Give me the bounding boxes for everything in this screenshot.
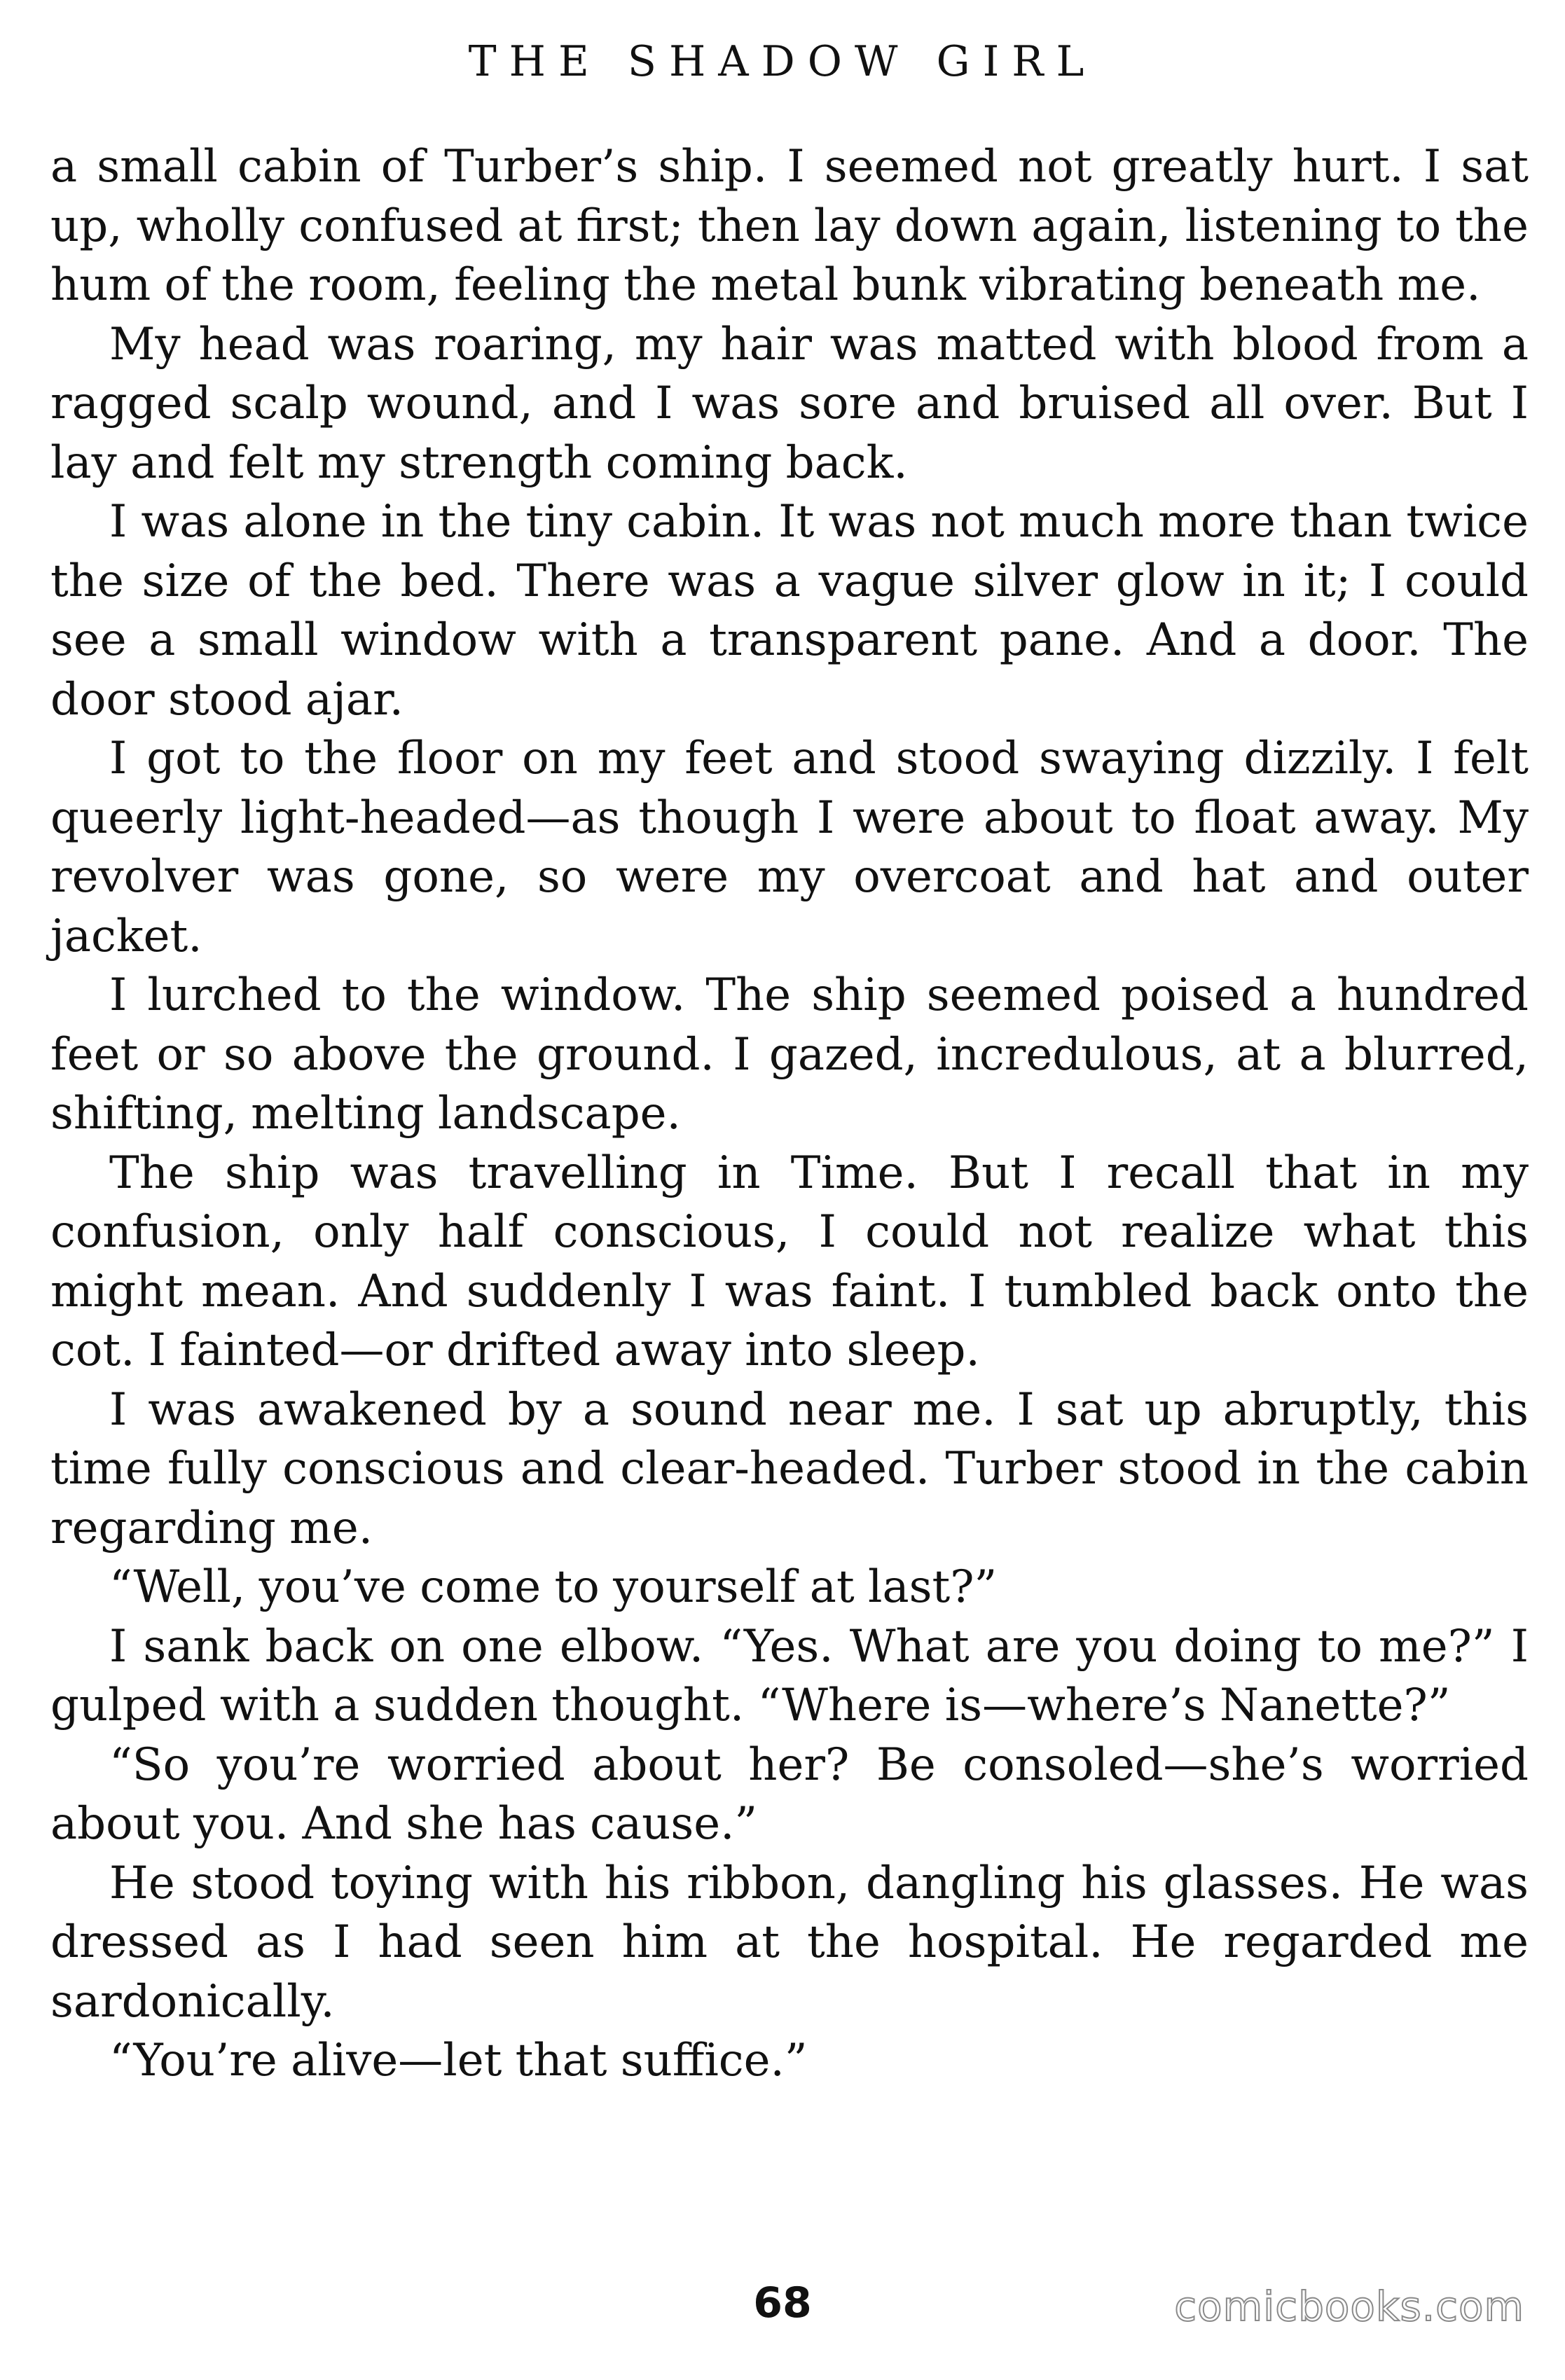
- paragraph-3: I was alone in the tiny cabin. It was not much more than twice the size of the bed. There was a vague silver glow in it; I could see a small window with a transparent pane. And a door. The door stood ajar.: [50, 496, 1529, 726]
- page-number: 68: [753, 2278, 812, 2327]
- paragraph-11: He stood toying with his ribbon, dangling his glasses. He was dressed as I had seen him at the hospital. He regarded me sardonically.: [50, 1857, 1529, 2028]
- paragraph-8: “Well, you’ve come to yourself at last?”: [109, 1561, 998, 1613]
- body-text: [50, 137, 1529, 2091]
- paragraph-12: “You’re alive—let that suffice.”: [109, 2035, 808, 2087]
- paragraph-7: I was awakened by a sound near me. I sat up abruptly, this time fully conscious and clear-headed. Turber stood in the cabin regarding me.: [50, 1383, 1529, 1554]
- paragraph-2: My head was roaring, my hair was matted with blood from a ragged scalp wound, and I was sore and bruised all over. But I lay and felt my strength coming back.: [50, 318, 1529, 489]
- paragraph-1: a small cabin of Turber’s ship. I seemed not greatly hurt. I sat up, wholly confused at first; then lay down again, listening to the hum of the room, feeling the metal bunk vibrating beneath me.: [50, 141, 1529, 311]
- paragraph-5: I lurched to the window. The ship seemed poised a hundred feet or so above the ground. I gazed, incredulous, at a blurred, shifting, melting landscape.: [50, 969, 1529, 1140]
- paragraph-6: The ship was travelling in Time. But I recall that in my confusion, only half conscious, I could not realize what this might mean. And suddenly I was faint. I tumbled back onto the cot. I fainted—or drifted away into sleep.: [50, 1147, 1529, 1376]
- watermark: comicbooks.com: [1174, 2283, 1524, 2330]
- paragraph-9: I sank back on one elbow. “Yes. What are you doing to me?” I gulped with a sudden thought. “Where is—where’s Nanette?”: [50, 1620, 1529, 1731]
- running-title: THE SHADOW GIRL: [468, 37, 1097, 86]
- paragraph-10: “So you’re worried about her? Be consoled—she’s worried about you. And she has cause.”: [50, 1738, 1529, 1850]
- paragraph-4: I got to the floor on my feet and stood swaying dizzily. I felt queerly light-headed—as though I were about to float away. My revolver was gone, so were my overcoat and hat and outer jacket.: [50, 733, 1529, 962]
